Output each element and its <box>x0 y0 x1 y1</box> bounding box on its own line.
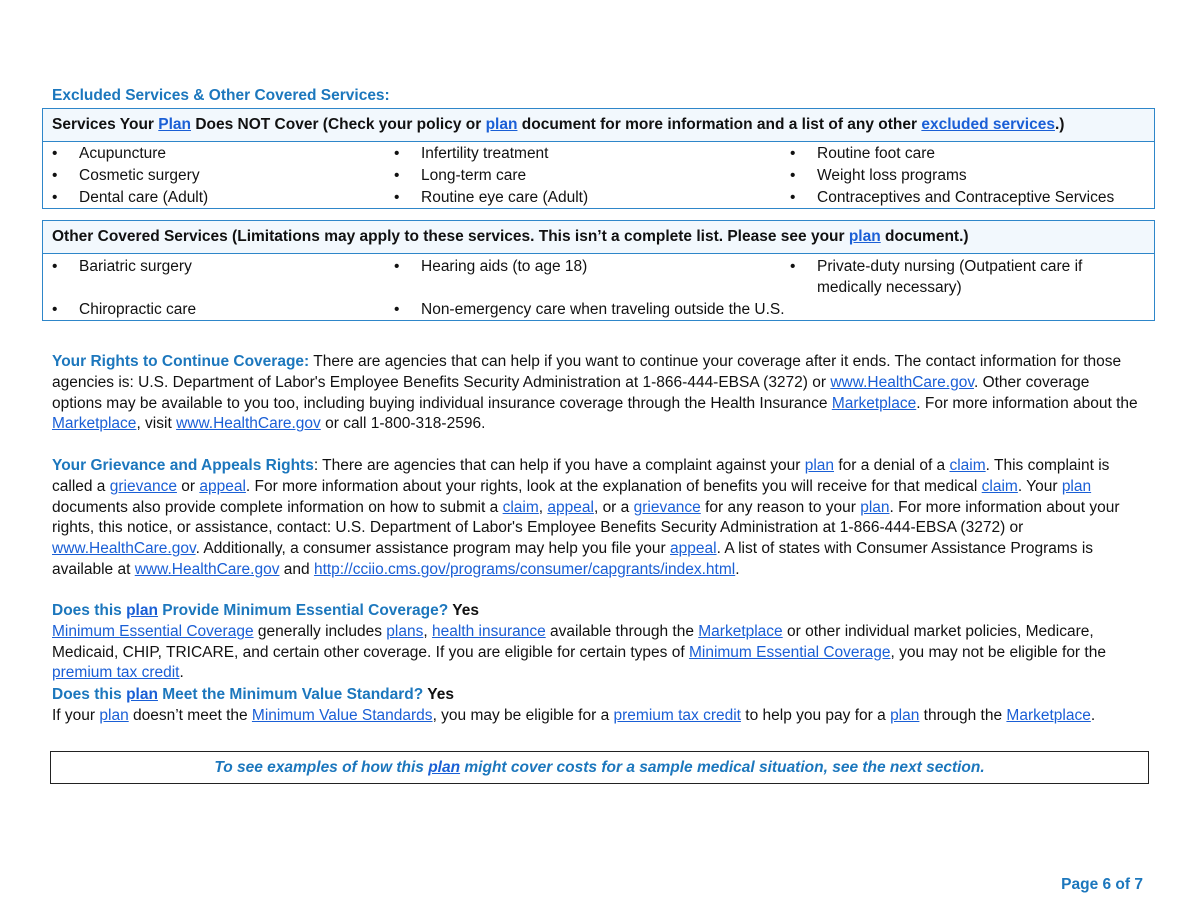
healthcare-gov-link[interactable]: www.HealthCare.gov <box>830 373 974 391</box>
header-text: .) <box>1054 116 1065 133</box>
grievance-link[interactable]: grievance <box>633 498 701 516</box>
healthcare-gov-link[interactable]: www.HealthCare.gov <box>134 560 280 578</box>
mec-body: Minimum Essential Coverage generally includes plans, health insurance available through the Marketplace or other individual market policies, Medicare, Medicaid, CHIP, TRICARE, and certain other coverage. If you are eligible for certain types of Minimum Essential Coverage, you may not be eligible for the premium tax credit. <box>52 622 1106 682</box>
header-text: Does NOT Cover (Check your policy or <box>191 116 486 133</box>
bullet-icon: • <box>52 189 58 206</box>
plan-link[interactable]: plan <box>126 602 158 619</box>
bullet-icon: • <box>52 258 58 275</box>
plan-link[interactable]: plan <box>890 706 920 724</box>
bullet-icon: • <box>52 301 58 318</box>
other-covered-services-header <box>43 221 1154 254</box>
grievance-link[interactable]: grievance <box>109 477 177 495</box>
grievance-appeals-paragraph: Your Grievance and Appeals Rights: There are agencies that can help if you have a complaint against your plan for a denial of a claim. This complaint is called a grievance or appeal. For more information about your rights, look at the explanation of benefits you will receive for that medical claim. Your plan documents also provide complete information on how to submit a claim, appeal, or a grievance for any reason to your plan. For more information about your rights, this notice, or assistance, contact: U.S. Department of Labor's Employee Benefits Security Administration at 1-866-444-EBSA (3272) or www.HealthCare.gov. Additionally, a consumer assistance program may help you file your appeal. A list of states with Consumer Assistance Programs is available at www.HealthCare.gov and http://cciio.cms.gov/programs/consumer/capgrants/index.html. <box>52 457 1120 578</box>
bullet-icon: • <box>52 145 58 162</box>
healthcare-gov-link[interactable]: www.HealthCare.gov <box>52 540 196 558</box>
bullet-icon: • <box>394 189 400 206</box>
continue-coverage-title: Your Rights to Continue Coverage: <box>52 353 310 370</box>
plan-link[interactable]: plan <box>99 706 129 724</box>
claim-link[interactable]: claim <box>981 477 1018 495</box>
page-number: Page 6 of 7 <box>1061 876 1143 893</box>
excluded-services-header <box>43 109 1154 142</box>
cciio-link[interactable]: http://cciio.cms.gov/programs/consumer/capgrants/index.html <box>313 560 736 578</box>
mvs-answer: Yes <box>423 686 454 703</box>
plan-link[interactable]: plan <box>1061 477 1092 495</box>
marketplace-link[interactable]: Marketplace <box>52 415 137 433</box>
healthcare-gov-link[interactable]: www.HealthCare.gov <box>176 415 321 433</box>
claim-link[interactable]: claim <box>949 457 986 474</box>
grievance-appeals-title: Your Grievance and Appeals Rights <box>52 457 314 474</box>
appeal-link[interactable]: appeal <box>199 477 246 495</box>
plan-link[interactable]: plan <box>126 686 158 703</box>
header-text: Other Covered Services (Limitations may apply to these services. This isn’t a complete list. Please see your <box>52 228 849 245</box>
bullet-icon: • <box>790 189 796 206</box>
mvs-paragraph <box>52 685 1142 727</box>
appeal-link[interactable]: appeal <box>547 498 594 516</box>
header-text: Services Your <box>52 116 159 133</box>
plan-link[interactable]: plan <box>848 228 881 245</box>
header-text: document for more information and a list of any other <box>517 116 922 133</box>
marketplace-link[interactable]: Marketplace <box>698 622 783 640</box>
marketplace-link[interactable]: Marketplace <box>831 394 917 412</box>
mvs-question: Does this plan Meet the Minimum Value Standard? Yes <box>52 686 454 703</box>
plan-link[interactable]: plan <box>804 457 835 474</box>
bullet-icon: • <box>52 167 58 184</box>
mec-answer: Yes <box>448 602 479 619</box>
continue-coverage-paragraph: Your Rights to Continue Coverage: There are agencies that can help if you want to continue your coverage after it ends. The contact information for those agencies is: U.S. Department of Labor's Employee Benefits Security Administration at 1-866-444-EBSA (3272) or www.HealthCare.gov. Other coverage options may be available to you too, including buying individual insurance coverage through the Health Insurance Marketplace. For more information about the Marketplace, visit www.HealthCare.gov or call 1-800-318-2596. <box>52 353 1138 433</box>
mec-link[interactable]: Minimum Essential Coverage <box>52 622 254 640</box>
plan-link[interactable]: plan <box>485 116 518 133</box>
plans-link[interactable]: plans <box>386 622 424 640</box>
plan-link[interactable]: Plan <box>158 116 192 133</box>
bullet-icon: • <box>394 167 400 184</box>
mec-paragraph <box>52 601 1142 684</box>
other-covered-services-table: Other Covered Services (Limitations may apply to these services. This isn’t a complete list. Please see your plan document.) • Bariatric surgery • Chiropractic care • Hearing aids (to age 18) • Non-emergency care when traveling outside the U.S. • Private-duty nursing (Outpatient care if medically necessary) <box>42 220 1155 321</box>
mvs-link[interactable]: Minimum Value Standards <box>251 706 433 724</box>
mec-question: Does this plan Provide Minimum Essential Coverage? Yes <box>52 602 479 619</box>
mvs-body: If your plan doesn’t meet the Minimum Value Standards, you may be eligible for a premium tax credit to help you pay for a plan through the Marketplace. <box>52 706 1096 724</box>
health-insurance-link[interactable]: health insurance <box>431 622 546 640</box>
bullet-icon: • <box>790 145 796 162</box>
mec-link[interactable]: Minimum Essential Coverage <box>688 643 891 661</box>
plan-link[interactable]: plan <box>860 498 890 516</box>
bullet-icon: • <box>394 145 400 162</box>
excluded-services-link[interactable]: excluded services <box>921 116 1055 133</box>
header-text: document.) <box>880 228 969 245</box>
marketplace-link[interactable]: Marketplace <box>1006 706 1091 724</box>
bullet-icon: • <box>394 301 400 318</box>
appeal-link[interactable]: appeal <box>670 540 717 558</box>
bullet-icon: • <box>790 258 796 275</box>
next-section-note: To see examples of how this plan might cover costs for a sample medical situation, see the next section. <box>50 751 1149 784</box>
section-title: Excluded Services & Other Covered Services: <box>52 87 390 104</box>
claim-link[interactable]: claim <box>502 498 539 516</box>
bullet-icon: • <box>394 258 400 275</box>
plan-link[interactable]: plan <box>428 759 461 776</box>
bullet-icon: • <box>790 167 796 184</box>
premium-tax-credit-link[interactable]: premium tax credit <box>52 664 180 682</box>
premium-tax-credit-link[interactable]: premium tax credit <box>613 706 741 724</box>
excluded-services-table: Services Your Plan Does NOT Cover (Check your policy or plan document for more information and a list of any other excluded services.) • Acupuncture • Cosmetic surgery • Dental care (Adult) • Infertility treatment • Long-term care • Routine eye care (Adult) • Routine foot care • Weight loss programs • Contraceptives and Contraceptive Services <box>42 108 1155 209</box>
